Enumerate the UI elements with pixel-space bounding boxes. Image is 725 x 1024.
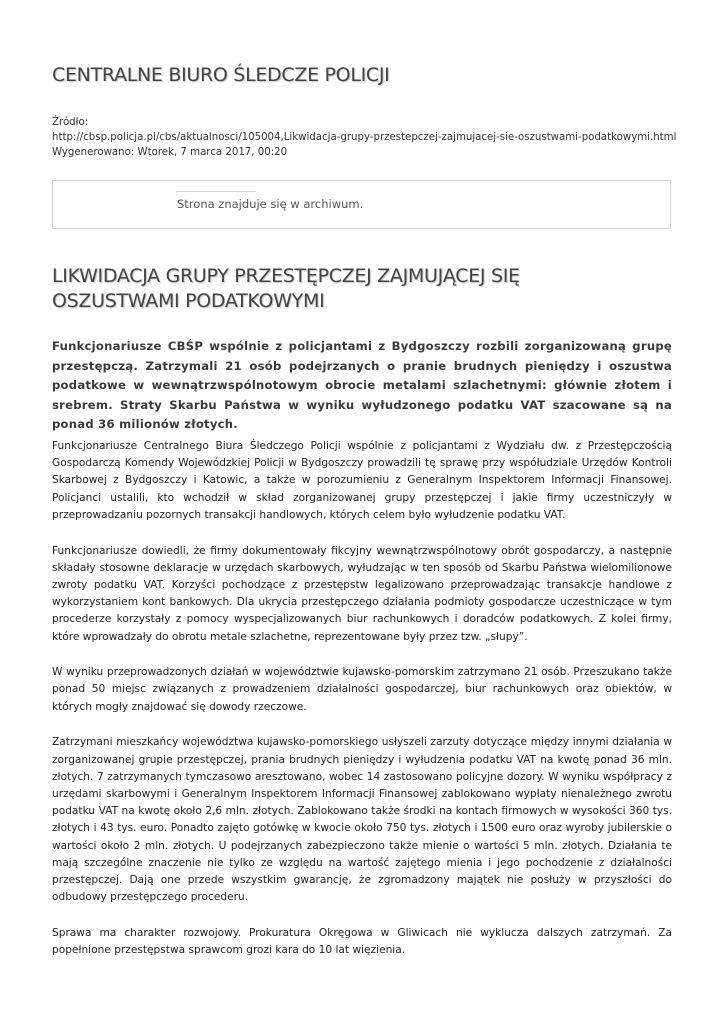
source-label: Źródło: <box>52 117 89 128</box>
source-info <box>52 115 692 160</box>
article-lead: Funkcjonariusze CBŚP wspólnie z policjantami z Bydgoszczy rozbili zorganizowaną grupę przestępczą. Zatrzymali 21 osób podejrzanych o pranie brudnych pieniędzy i oszustwa podatkowe w wewnątrzwspólnotowym obrocie metalami szlachetnymi: głównie złotem i srebrem. Straty Skarbu Państwa w wyniku wyłudzonego podatku VAT szacowane są na ponad 36 milionów złotych. <box>52 339 672 431</box>
archive-notice-box <box>52 180 671 229</box>
archive-notice: Strona znajduje się w archiwum. <box>177 197 364 211</box>
article-paragraph: Sprawa ma charakter rozwojowy. Prokuratura Okręgowa w Gliwicach nie wyklucza dalszych zatrzymań. Za popełnione przestępstwa sprawcom grozi kara do 10 lat więzienia. <box>52 926 672 957</box>
article-title: LIKWIDACJA GRUPY PRZESTĘPCZEJ ZAJMUJĄCEJ SIĘ OSZUSTWAMI PODATKOWYMI <box>52 265 520 312</box>
article-paragraph: Zatrzymani mieszkańcy województwa kujawsko-pomorskiego usłyszeli zarzuty dotyczące między innymi działania w zorganizowanej grupie przestępczej, prania brudnych pieniędzy i wyłudzenia podatku VAT na kwotę ponad 36 mln. złotych. 7 zatrzymanych tymczasowo aresztowano, wobec 14 zastosowano policyjne dozory. W wyniku współpracy z urzędami skarbowymi i Generalnym Inspektorem Informacji Finansowej zablokowano wypłaty nienależnego zwrotu podatku VAT na kwotę około 2,6 mln. złotych. Zablokowano także środki na kontach firmowych w wysokości 360 tys. złotych i 43 tys. euro. Ponadto zajęto gotówkę w kwocie około 750 tys. złotych i 1500 euro oraz wyroby jubilerskie o wartości około 2 mln. złotych. U podejrzanych zabezpieczono także mienie o wartości 5 mln. złotych. Działania te mają szczególne znaczenie nie tylko ze względu na wartość zajętego mienia i jego pochodzenie z działalności przestępczej. Dają one przede wszystkim gwarancję, że zgromadzony majątek nie posłuży w przyszłości do odbudowy przestępczego procederu. <box>52 736 672 904</box>
site-title: CENTRALNE BIURO ŚLEDCZE POLICJI <box>52 64 390 86</box>
article-paragraph: W wyniku przeprowadzonych działań w województwie kujawsko-pomorskim zatrzymano 21 osób. Przeszukano także ponad 50 miejsc związanych z prowadzeniem działalności gospodarczej, biur rachunkowych oraz obiektów, w których mogły znajdować się dowody rzeczowe. <box>52 666 672 713</box>
generated-date: Wygenerowano: Wtorek, 7 marca 2017, 00:20 <box>52 147 288 158</box>
divider <box>176 191 256 192</box>
article-paragraph: Funkcjonariusze dowiedli, że firmy dokumentowały fikcyjny wewnątrzwspólnotowy obrót gospodarczy, a następnie składały stosowne deklaracje w urzędach skarbowych, wyłudzając w ten sposób od Skarbu Państwa wielomilionowe zwroty podatku VAT. Korzyści pochodzące z przestępstw legalizowano przeprowadzając transakcje handlowe z wykorzystaniem kont bankowych. Dla ukrycia przestępczego działania podmioty gospodarcze uczestniczące w tym procederze korzystały z pomocy wyspecjalizowanych biur rachunkowych i doradców podatkowych. Z kolei firmy, które wprowadzały do obrotu metale szlachetne, reprezentowane były przez tzw. „słupy”. <box>52 544 672 643</box>
article-body <box>52 438 672 978</box>
source-url[interactable]: http://cbsp.policja.pl/cbs/aktualnosci/105004,Likwidacja-grupy-przestepczej-zajmujacej-sie-oszustwami-podatkowymi.html <box>52 132 677 143</box>
article-paragraph: Funkcjonariusze Centralnego Biura Śledczego Policji wspólnie z policjantami z Wydziału dw. z Przestępczością Gospodarczą Komendy Wojewódzkiej Policji w Bydgoszczy prowadzili tę sprawę przy współudziale Urzędów Kontroli Skarbowej z Bydgoszczy i Katowic, a także w porozumieniu z Generalnym Inspektorem Informacji Finansowej. Policjanci ustalili, kto wchodził w skład zorganizowanej grupy przestępczej i jakie firmy uczestniczyły w przeprowadzaniu pozornych transakcji handlowych, których celem było wyłudzenie podatku VAT. <box>52 440 672 521</box>
